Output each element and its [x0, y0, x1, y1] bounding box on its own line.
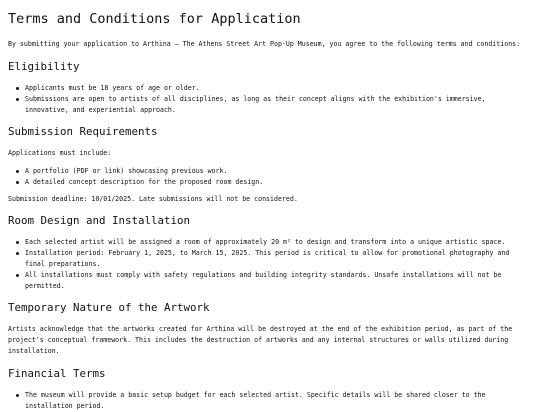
list-item: Submissions are open to artists of all disciplines, as long as their concept aligns with the exhibition's immersive, innovative, and experiential approach.	[25, 94, 532, 116]
list-item: All installations must comply with safety regulations and building integrity standards. Unsafe installations will not be permitted.	[25, 270, 532, 292]
list-item: Each selected artist will be assigned a room of approximately 20 m² to design and transform into a unique artistic space.	[25, 237, 532, 248]
submission-list	[8, 166, 532, 188]
eligibility-list	[8, 83, 532, 116]
list-item: A portfolio (PDF or link) showcasing previous work.	[25, 166, 532, 177]
list-item: Applicants must be 18 years of age or older.	[25, 83, 532, 94]
list-item: A detailed concept description for the proposed room design.	[25, 177, 532, 188]
list-item: The museum will provide a basic setup budget for each selected artist. Specific details will be shared closer to the installation period.	[25, 390, 532, 412]
list-item: Installation period: February 1, 2025, to March 15, 2025. This period is critical to allow for promotional photography and final preparations.	[25, 248, 532, 270]
financial-heading: Financial Terms	[8, 367, 106, 380]
eligibility-heading: Eligibility	[8, 60, 80, 73]
page-title: Terms and Conditions for Application	[8, 11, 301, 27]
temporary-paragraph: Artists acknowledge that the artworks created for Arthina will be destroyed at the end of the exhibition period, as part of the project's conceptual framework. This includes the destruction of artworks and any internal structures or walls utilized during installation.	[8, 325, 513, 355]
intro-paragraph: By submitting your application to Arthina – The Athens Street Art Pop-Up Museum, you agree to the following terms and conditions:	[8, 40, 521, 48]
room-design-list	[8, 237, 532, 292]
submission-deadline: Submission deadline: 10/01/2025. Late submissions will not be considered.	[8, 195, 298, 203]
room-design-heading: Room Design and Installation	[8, 214, 191, 227]
submission-heading: Submission Requirements	[8, 125, 158, 138]
submission-lead: Applications must include:	[8, 149, 112, 157]
temporary-heading: Temporary Nature of the Artwork	[8, 301, 210, 314]
financial-list	[8, 390, 532, 412]
